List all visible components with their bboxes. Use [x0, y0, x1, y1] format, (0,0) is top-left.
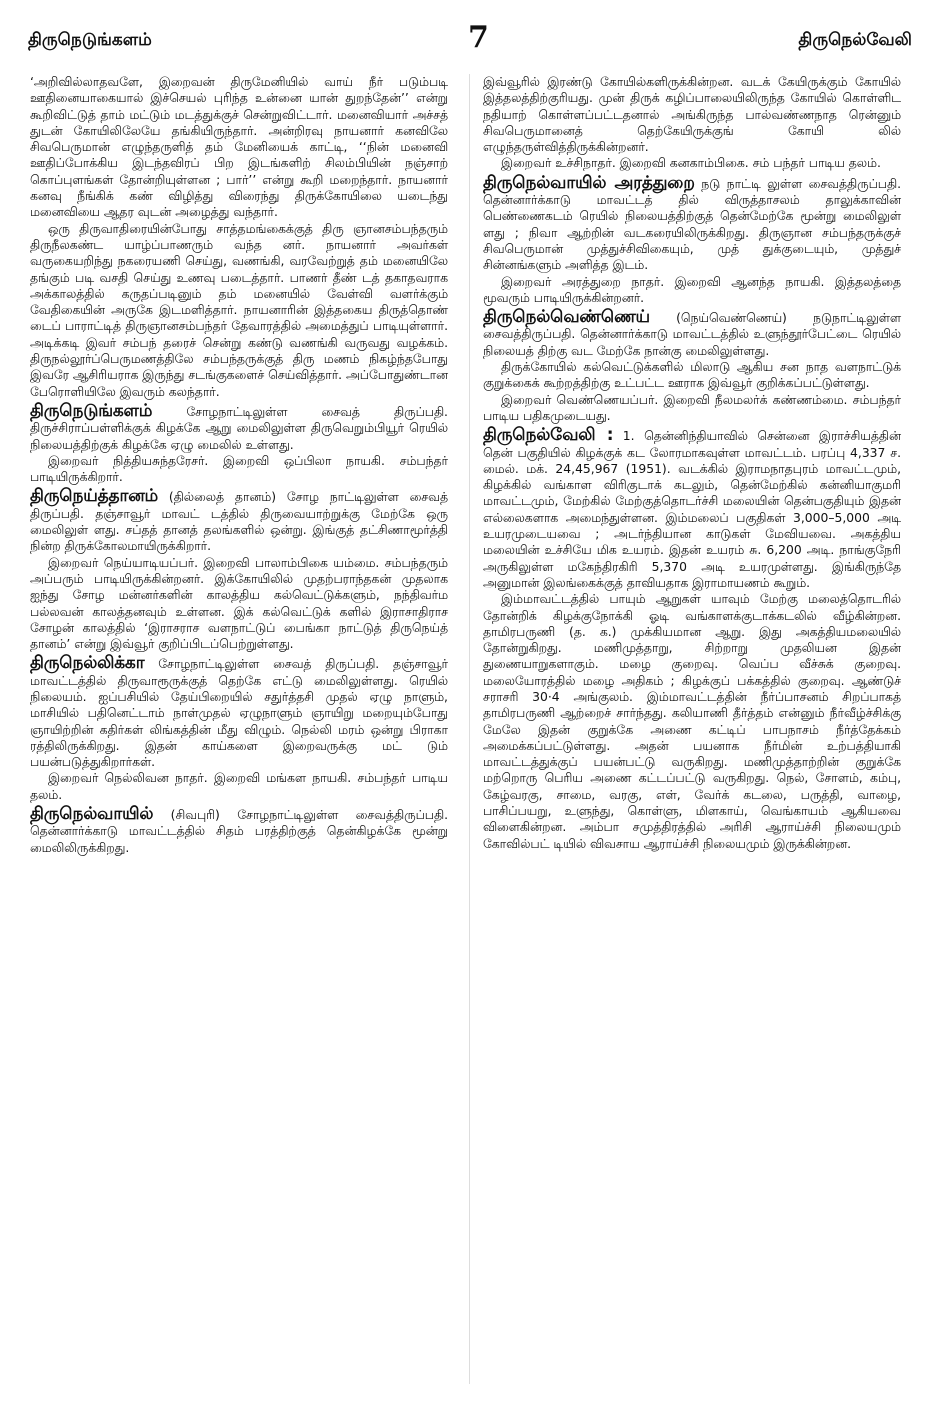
entry-headword: திருநெடுங்களம்	[30, 400, 153, 421]
paragraph: இறைவர் நெய்யாடியப்பர். இறைவி பாலாம்பிகை யம்மை. சம்பந்தரும் அப்பரும் பாடியிருக்கின்றனர். இக்கோயிலில் முதற்பராந்தகன் முதலாக ஐந்து சோழ மன்னர்களின் காலத்திய கல்வெட்டுக்களும், நந்திவர்ம பல்லவன் காலத்தனவும் உள்ளன. இக் கல்வெட்டுக் களில் இராசாதிராச சோழன் காலத்தில் ‘இராசராச வளநாட்டுப் பைங்கா நாட்டுத் திருநெய்த் தானம்’ என்று இவ்வூர் குறிப்பிடப்பெற்றுள்ளது.	[30, 555, 448, 652]
entry-text: (தில்லைத் தானம்) சோழ நாட்டிலுள்ள சைவத் திருப்பதி. தஞ்சாவூர் மாவட் டத்தில் திருவையாற்றுக்கு மேற்கே ஒரு மைலிலுள் ளது. சப்தத் தானத் தலங்களில் ஒன்று. இங்குத் தட்சிணாமூர்த்தி நின்ற திருக்கோலமாயிருக்கிறார்.	[30, 490, 448, 554]
entry-alt-name: (நெய்வெண்ணெய்)	[649, 311, 787, 326]
page-header	[28, 20, 912, 60]
entry-tirunellikka	[30, 655, 448, 770]
entry-tirunelvayil	[30, 806, 448, 856]
paragraph: இவ்வூரில் இரண்டு கோயில்களிருக்கின்றன. வடக் கேயிருக்கும் கோயில் இத்தலத்திற்குரியது. முன் திருக் கழிப்பாலையிலிருந்த கோயில் கொள்ளிட நதியாற் கொள்ளப்பட்டதனால் அங்கிருந்த பால்வண்ணநாத ரென்னும் சிவபெருமானைத் தெற்கேயிருக்குங் கோயி லில் எழுந்தருள்வித்திருக்கின்றனர்.	[483, 75, 901, 155]
entry-text: சோழநாட்டிலுள்ள சைவத் திருப்பதி. திருச்சிராப்பள்ளிக்குக் கிழக்கே ஆறு மைலிலுள்ள திருவெறும்பியூர் ரெயில் நிலையத்திற்குக் கிழக்கே ஏழு மைலில் உள்ளது.	[30, 404, 448, 452]
entry-headword: திருநெல்வேலி :	[483, 425, 614, 446]
paragraph: ஒரு திருவாதிரையின்போது சாத்தமங்கைக்குத் திரு ஞானசம்பந்தரும் திருநீலகண்ட யாழ்ப்பாணரும் வந்த னர். நாயனார் அவர்கள் வருகையறிந்து நகரையணி செய்து, வணங்கி, வரவேற்றுத் தம் மனையிலே தங்கும் படி வசதி செய்து உணவு படைத்தார். பாணர் தீண் டத் தகாதவராக அக்காலத்தில் கருதப்படினும் தம் மனையில் வேள்வி வளர்க்கும் வேதிகையின் அருகே இடமளித்தார். நாயனாரின் இத்தகைய திருத்தொண் டைப் பாராட்டித் திருஞானசம்பந்தர் தேவாரத்தில் அமைத்துப் பாடியுள்ளார். அடிக்கடி இவர் சம்பந் தரைச் சென்று கண்டு வணங்கி வருவது வழக்கம். திருநல்லூர்ப்பெருமணத்திலே சம்பந்தருக்குத் திரு மணம் நிகழ்ந்தபோது இவரே ஆசிரியராக இருந்து சடங்குகளைச் செய்வித்தார். அப்போதுண்டான பேரொளியிலே இவரும் கலந்தார்.	[30, 221, 448, 399]
paragraph: இறைவர் வெண்ணெயப்பர். இறைவி நீலமலர்க் கண்ணம்மை. சம்பந்தர் பாடிய பதிகமுடையது.	[483, 392, 901, 423]
paragraph: ‘அறிவில்லாதவளே, இறைவன் திருமேனியில் வாய் நீர் படும்படி ஊதினையாகையால் இச்செயல் புரிந்த உன்னை யான் துறந்தேன்’’ என்று கூறிவிட்டுத் தாம் மட்டும் மடத்துக்குச் சென்றுவிட்டார். மனைவியார் அச்சத் துடன் கோயிலிலேயே தங்கியிருந்தார். அன்றிரவு நாயனார் கனவிலே சிவபெருமான் எழுந்தருளித் தம் மேனியைக் காட்டி, ‘‘நின் மனைவி ஊதிப்போக்கிய இடந்தவிரப் பிற இடங்களிற் சிலம்பியின் நஞ்சாற் கொப்புளங்கள் தோன்றியுள்ளன ; பார்’’ என்று கூறி மறைந்தார். நாயனார் கனவு நீங்கிக் கண் விழித்து விரைந்து திருக்கோயிலை யடைந்து மனைவியை ஆதர வுடன் அழைத்து வந்தார்.	[30, 75, 448, 220]
paragraph: இறைவர் உச்சிநாதர். இறைவி கனகாம்பிகை. சம் பந்தர் பாடிய தலம்.	[501, 156, 881, 171]
entry-headword: திருநெல்வெண்ணெய்	[483, 307, 650, 328]
entry-text: (சிவபுரி) சோழநாட்டிலுள்ள சைவத்திருப்பதி. தென்னார்க்காடு மாவட்டத்தில் சிதம் பரத்திற்குத் தென்கிழக்கே மூன்று மைலிலிருக்கிறது.	[30, 808, 448, 855]
paragraph: இம்மாவட்டத்தில் பாயும் ஆறுகள் யாவும் மேற்கு மலைத்தொடரில் தோன்றிக் கிழக்குநோக்கி ஓடி வங்காளக்குடாக்கடலில் வீழ்கின்றன. தாமிரபருணி (த. க.) முக்கியமான ஆறு. இது அகத்தியமலையில் தோன்றுகிறது. மணிமுத்தாறு, சிற்றாறு முதலியன இதன் துணையாறுகளாகும். மழை குறைவு. வெப்ப வீச்சுக் குறைவு. மலையோரத்தில் மழை அதிகம் ; கிழக்குப் பக்கத்தில் குறைவு. ஆண்டுச் சராசரி 30·4 அங்குலம். இம்மாவட்டத்தின் நீர்ப்பாசனம் சிறப்பாகத் தாமிரபருணி ஆற்றைச் சார்ந்தது. கலியாணி தீர்த்தம் என்னும் நீர்வீழ்ச்சிக்கு மேலே இதன் குறுக்கே அணை கட்டிப் பாபநாசம் நீர்த்தேக்கம் அமைக்கப்பட்டுள்ளது. அதன் பயனாக நீர்மின் உற்பத்தியாகி மாவட்டத்துக்குப் பயன்பட்டு வருகிறது. மணிமுத்தாற்றின் குறுக்கே மற்றொரு பெரிய அணை கட்டப்பட்டு வருகிறது. நெல், சோளம், கம்பு, கேழ்வரகு, சாமை, வரகு, எள், வேர்க் கடலை, பருத்தி, வாழை, பாசிப்பயறு, உளுந்து, கொள்ளு, மிளகாய், வெங்காயம் ஆகியவை விளைகின்றன. அம்பா சமுத்திரத்தில் அரிசி ஆராய்ச்சி நிலையமும் கோவில்பட் டியில் விவசாய ஆராய்ச்சி நிலையமும் இருக்கின்றன.	[483, 592, 901, 851]
entry-headword: திருநெல்வாயில் அரத்துறை	[483, 172, 695, 193]
running-head-right: திருநெல்வேலி	[798, 30, 912, 50]
entry-tiruneythanam	[30, 488, 448, 554]
entry-headword: திருநெய்த்தானம்	[30, 486, 158, 507]
entry-tirunelvayil-arathurai	[483, 172, 901, 274]
column-divider	[469, 74, 470, 1384]
paragraph: இறைவர் அரத்துறை நாதர். இறைவி ஆனந்த நாயகி. இத்தலத்தை மூவரும் பாடியிருக்கின்றனர்.	[483, 274, 901, 305]
page-number: 7	[468, 20, 488, 55]
paragraph: திருக்கோயில் கல்வெட்டுக்களில் மிலாடு ஆகிய சன நாத வளநாட்டுக் குறுக்கைக் கூற்றத்திற்கு உட்பட்ட ஊராக இவ்வூர் குறிக்கப்பட்டுள்ளது.	[483, 360, 901, 391]
right-column	[483, 74, 901, 852]
paragraph: இறைவர் நித்தியசுந்தரேசர். இறைவி ஒப்பிலா நாயகி. சம்பந்தர் பாடியிருக்கிறார்.	[30, 453, 448, 485]
entry-text: நடுநாட்டிலுள்ள சைவத்திருப்பதி. தென்னார்க்காடு மாவட்டத்தில் உளுந்தூர்பேட்டை ரெயில் நிலையத் திற்கு வட மேற்கே நான்கு மைலிலுள்ளது.	[483, 311, 901, 358]
running-head-left: திருநெடுங்களம்	[28, 30, 152, 50]
left-column	[30, 74, 448, 856]
entry-headword: திருநெல்லிக்கா	[30, 653, 145, 674]
entry-text: 1. தென்னிந்தியாவில் சென்னை இராச்சியத்தின் தென் பகுதியில் கிழக்குக் கட லோரமாகவுள்ள மாவட்டம். பரப்பு 4,337 ச. மைல். மக். 24,45,967 (1951). வடக்கில் இராமநாதபுரம் மாவட்டமும், கிழக்கில் வங்காள விரிகுடாக் கடலும், தென்மேற்கில் கன்னியாகுமரி மாவட்டமும், மேற்கில் மேற்குத்தொடர்ச்சி மலையின் தென்பகுதியும் இதன் எல்லைகளாக அமைந்துள்ளன. இம்மலைப் பகுதிகள் 3,000–5,000 அடி உயரமுடையவை ; அடர்ந்தியான காடுகள் மேவியவை. அகத்திய மலையின் உச்சியே மிக உயரம். இதன் உயரம் சு. 6,200 அடி. நாங்குநேரி அருகிலுள்ள மகேந்திரகிரி 5,370 அடி உயரமுள்ளது. இங்கிருந்தே அனுமான் இலங்கைக்குத் தாவியதாக இராமாயணம் கூறும்.	[483, 429, 901, 590]
entry-headword: திருநெல்வாயில்	[30, 804, 154, 825]
entry-tirunedungalam	[30, 400, 448, 453]
entry-tirunelveli	[483, 427, 901, 591]
paragraph: இறைவர் நெல்லிவன நாதர். இறைவி மங்கள நாயகி. சம்பந்தர் பாடிய தலம்.	[30, 771, 448, 802]
entry-text: சோழநாட்டிலுள்ள சைவத் திருப்பதி. தஞ்சாவூர் மாவட்டத்தில் திருவாரூருக்குத் தெற்கே எட்டு மைலிலுள்ளது. ரெயில் நிலையம். ஐப்பசியில் தேய்பிறையில் சதுர்த்தசி முதல் ஏழு நாளும், மாசியில் பதினெட்டாம் நாள்முதல் ஏழுநாளும் ஞாயிறு மறையும்போது ஞாயிற்றின் கதிர்கள் லிங்கத்தின் மீது விழும். நெல்லி மரம் ஒன்று பிராகா ரத்திலிருக்கிறது. இதன் காய்களை இறைவருக்கு மட் டும் பயன்படுத்துகிறார்கள்.	[30, 657, 448, 770]
entry-text: நடு நாட்டி லுள்ள சைவத்திருப்பதி. தென்னார்க்காடு மாவட்டத் தில் விருத்தாசலம் தாலுக்காவின் பெண்ணைகடம் ரெயில் நிலையத்திற்குத் தென்மேற்கே மூன்று மைலிலுள் ளது ; நிவா ஆற்றின் வடகரையிலிருக்கிறது. திருஞான சம்பந்தருக்குச் சிவபெருமான் முத்துச்சிவிகையும், முத் துக்குடையும், முத்துச் சின்னங்களும் அளித்த இடம்.	[483, 176, 901, 273]
entry-tirunelvennai	[483, 309, 901, 359]
